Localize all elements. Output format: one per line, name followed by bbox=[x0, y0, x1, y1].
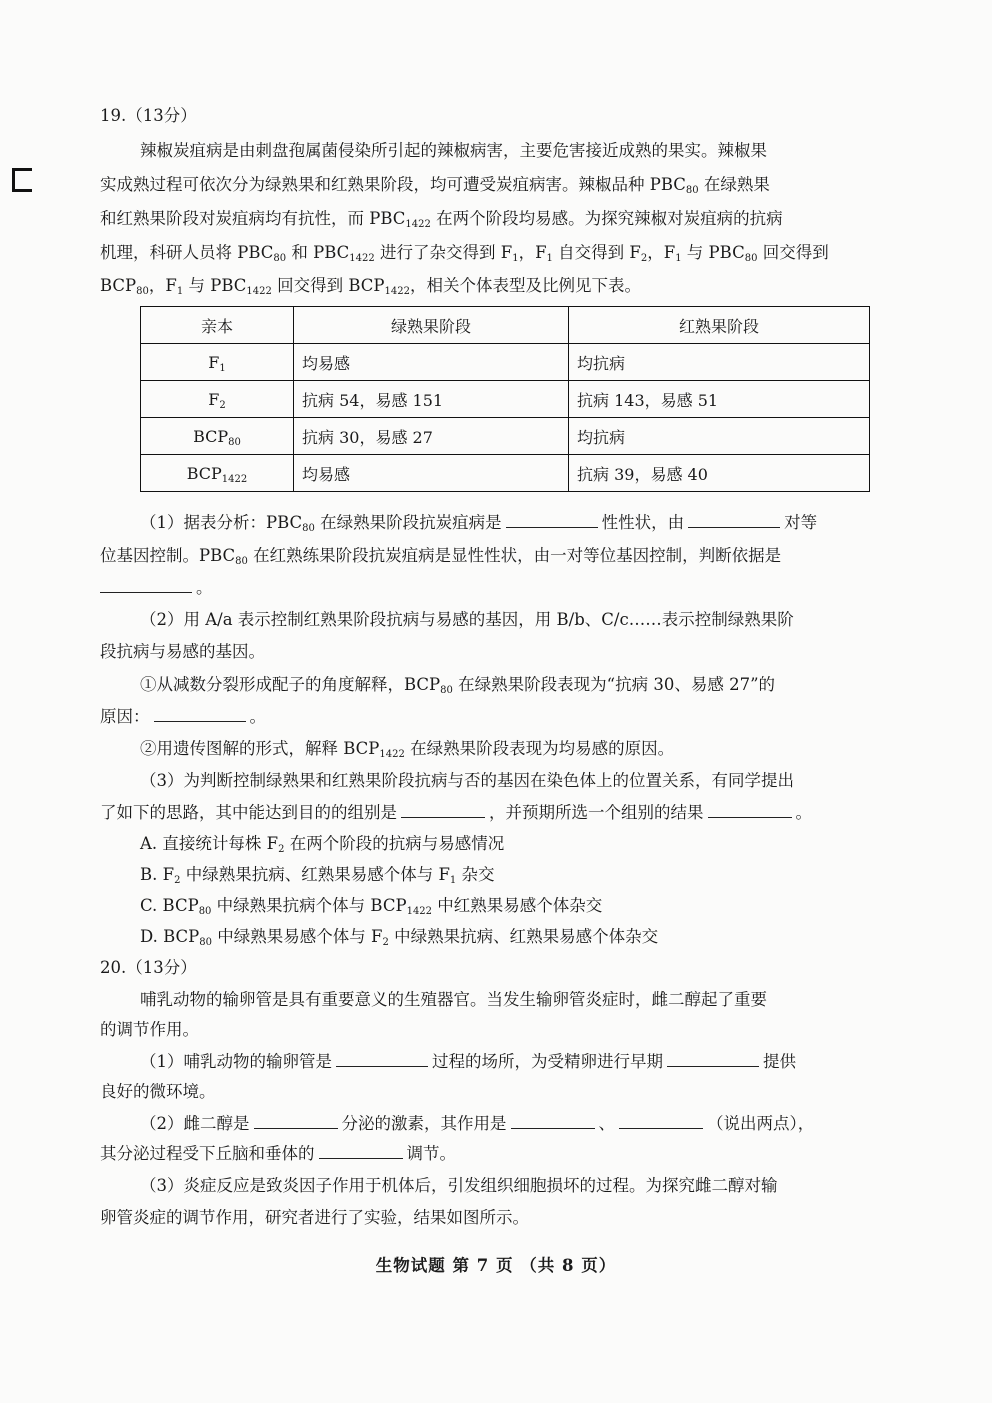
table-header: 红熟果阶段 bbox=[569, 307, 870, 344]
answer-blank[interactable] bbox=[319, 1144, 403, 1159]
answer-blank[interactable] bbox=[506, 513, 598, 528]
q19-para-line-5: $BCP_{80}$，$F_1$ 与 $PBC_{1422}$ 回交得到 $BCP_{1422}$，相关个体表型及比例见下表。 bbox=[100, 276, 641, 297]
q20-sub2-line-1: （2）雌二醇是 分泌的激素，其作用是 、 （说出两点）， bbox=[140, 1114, 815, 1133]
table-row bbox=[141, 418, 870, 455]
table-cell: 抗病 54，易感 151 bbox=[294, 381, 569, 418]
option-b: B. $F_2$ 中绿熟果抗病、红熟果易感个体与 $F_1$ 杂交 bbox=[140, 865, 495, 886]
table-row bbox=[141, 344, 870, 381]
table-cell-parent: $F_1$ bbox=[141, 344, 294, 381]
q19-sub1-line-3: 。 bbox=[100, 578, 213, 598]
q20-para-line-2: 的调节作用。 bbox=[100, 1020, 199, 1039]
q20-para-line-1: 哺乳动物的输卵管是具有重要意义的生殖器官。当发生输卵管炎症时，雌二醇起了重要 bbox=[140, 990, 767, 1009]
answer-blank[interactable] bbox=[511, 1114, 595, 1129]
q19-sub2-q2: ②用遗传图解的形式，解释 $BCP_{1422}$ 在绿熟果阶段表现为均易感的原因。 bbox=[140, 739, 675, 760]
option-a: A. 直接统计每株 $F_2$ 在两个阶段的抗病与易感情况 bbox=[140, 834, 505, 855]
table-row bbox=[141, 455, 870, 492]
table-row bbox=[141, 381, 870, 418]
answer-blank[interactable] bbox=[154, 707, 246, 722]
q19-para-line-1: 辣椒炭疽病是由刺盘孢属菌侵染所引起的辣椒病害，主要危害接近成熟的果实。辣椒果 bbox=[140, 141, 767, 160]
option-d: D. $BCP_{80}$ 中绿熟果易感个体与 $F_2$ 中绿熟果抗病、红熟果易感个体杂交 bbox=[140, 927, 659, 948]
table-header: 绿熟果阶段 bbox=[294, 307, 569, 344]
q19-sub2-line-2: 段抗病与易感的基因。 bbox=[100, 642, 265, 661]
answer-blank[interactable] bbox=[688, 513, 780, 528]
table-cell: 均易感 bbox=[294, 455, 569, 492]
answer-blank[interactable] bbox=[254, 1114, 338, 1129]
q19-sub2-line-1: （2）用 A/a 表示控制红熟果阶段抗病与易感的基因，用 B/b、C/c……表示控制绿熟果阶 bbox=[140, 610, 794, 629]
q20-sub1-line-2: 良好的微环境。 bbox=[100, 1082, 216, 1101]
answer-blank[interactable] bbox=[667, 1052, 759, 1067]
q19-sub2-q1-line-1: ①从减数分裂形成配子的角度解释，$BCP_{80}$ 在绿熟果阶段表现为“抗病 30、易感 27”的 bbox=[140, 675, 776, 696]
table-cell: 均易感 bbox=[294, 344, 569, 381]
phenotype-table bbox=[140, 306, 870, 492]
q19-sub3-line-2: 了如下的思路，其中能达到目的的组别是 ，并预期所选一个组别的结果 。 bbox=[100, 803, 812, 822]
table-cell: 抗病 30，易感 27 bbox=[294, 418, 569, 455]
q19-para-line-4: 机理，科研人员将 $PBC_{80}$ 和 $PBC_{1422}$ 进行了杂交得到 $F_1$，$F_1$ 自交得到 $F_2$，$F_1$ 与 $PBC_{80}$ 回交得到 bbox=[100, 243, 829, 264]
option-c: C. $BCP_{80}$ 中绿熟果抗病个体与 $BCP_{1422}$ 中红熟果易感个体杂交 bbox=[140, 896, 603, 917]
table-cell: 均抗病 bbox=[569, 418, 870, 455]
q19-sub2-q1-line-2: 原因： 。 bbox=[100, 707, 266, 726]
answer-blank[interactable] bbox=[619, 1114, 703, 1129]
q20-header: 20.（13分） bbox=[100, 958, 197, 977]
q20-sub3-line-1: （3）炎症反应是致炎因子作用于机体后，引发组织细胞损坏的过程。为探究雌二醇对输 bbox=[140, 1176, 778, 1195]
q19-sub3-line-1: （3）为判断控制绿熟果和红熟果阶段抗病与否的基因在染色体上的位置关系，有同学提出 bbox=[140, 771, 794, 790]
answer-blank[interactable] bbox=[100, 578, 192, 593]
page-footer: 生物试题 第 7 页 （共 8 页） bbox=[375, 1256, 617, 1275]
answer-blank[interactable] bbox=[401, 803, 485, 818]
q19-sub1-line-2: 位基因控制。$PBC_{80}$ 在红熟练果阶段抗炭疽病是显性性状，由一对等位基因控制，判断依据是 bbox=[100, 546, 782, 567]
table-header: 亲本 bbox=[141, 307, 294, 344]
table-cell-parent: $BCP_{1422}$ bbox=[141, 455, 294, 492]
table-cell: 抗病 39，易感 40 bbox=[569, 455, 870, 492]
q20-sub1-line-1: （1）哺乳动物的输卵管是 过程的场所，为受精卵进行早期 提供 bbox=[140, 1052, 796, 1071]
table-cell-parent: $F_2$ bbox=[141, 381, 294, 418]
q20-sub2-line-2: 其分泌过程受下丘脑和垂体的 调节。 bbox=[100, 1144, 456, 1163]
q19-sub1-line-1: （1）据表分析：$PBC_{80}$ 在绿熟果阶段抗炭疽病是 性性状，由 对等 bbox=[140, 513, 818, 534]
answer-blank[interactable] bbox=[336, 1052, 428, 1067]
q19-para-line-2: 实成熟过程可依次分为绿熟果和红熟果阶段，均可遭受炭疽病害。辣椒品种 $PBC_{80}$ 在绿熟果 bbox=[100, 175, 770, 196]
table-header-row bbox=[141, 307, 870, 344]
table-cell-parent: $BCP_{80}$ bbox=[141, 418, 294, 455]
table-cell: 均抗病 bbox=[569, 344, 870, 381]
q20-sub3-line-2: 卵管炎症的调节作用，研究者进行了实验，结果如图所示。 bbox=[100, 1208, 529, 1227]
answer-blank[interactable] bbox=[708, 803, 792, 818]
binding-mark bbox=[12, 168, 32, 192]
table-cell: 抗病 143，易感 51 bbox=[569, 381, 870, 418]
q19-para-line-3: 和红熟果阶段对炭疽病均有抗性，而 $PBC_{1422}$ 在两个阶段均易感。为探究辣椒对炭疽病的抗病 bbox=[100, 209, 783, 230]
q19-header: 19.（13分） bbox=[100, 106, 197, 125]
